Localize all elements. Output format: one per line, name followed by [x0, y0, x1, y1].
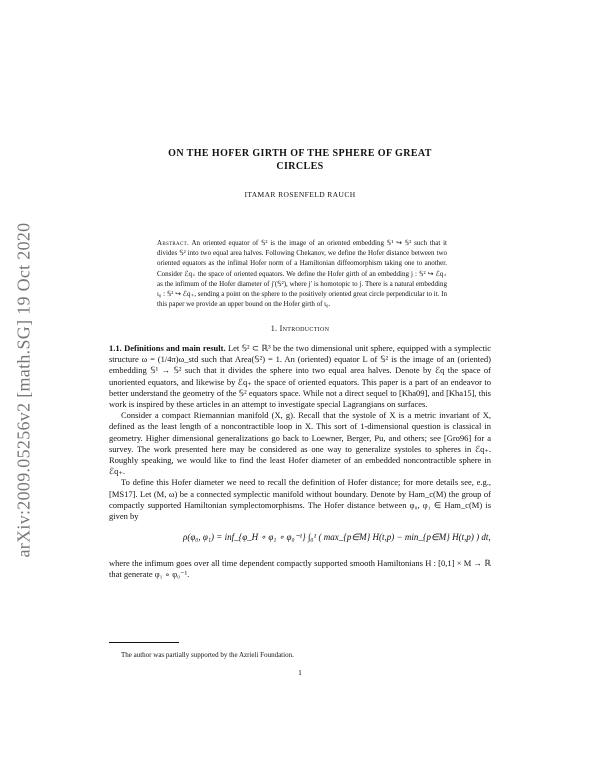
page-number: 1 [298, 668, 302, 677]
paragraph-4: where the infimum goes over all time dependent compactly supported smooth Hamiltonians H : [0,1] × M → ℝ that generate φ₁ ∘ φ₀⁻¹. [109, 558, 491, 580]
title-line-2: CIRCLES [276, 161, 324, 172]
section-title: Introduction [279, 324, 330, 333]
body-text [109, 343, 491, 581]
subsection-heading: 1.1. Definitions and main result. [109, 343, 226, 353]
abstract [157, 238, 447, 309]
arxiv-stamp-text: arXiv:2009.05256v2 [math.SG] 19 Oct 2020 [13, 222, 34, 558]
arxiv-stamp [8, 180, 40, 600]
author-name: ITAMAR ROSENFELD RAUCH [244, 190, 356, 199]
paragraph-1-text: Let 𝕊² ⊂ ℝ³ be the two dimensional unit sphere, equipped with a symplectic structure ω = (1/4π)ω_std such that Area(𝕊²) = 1. An (oriented) equator L of 𝕊² is the image of an (oriented) embedding 𝕊¹ → 𝕊² such that it divides the sphere into two equal area halves. Denote by ℰq the space of unoriented equators, and likewise by ℰq₊ the space of oriented equators. This paper is a part of an endeavor to better understand the geometry of the 𝕊² equators space. While not a direct sequel to [Kha09], and [Kha15], this work is inspired by these articles in an attempt to investigate special Lagrangians on surfaces. [109, 343, 492, 410]
footnote: The author was partially supported by the Azrieli Foundation. [121, 651, 294, 659]
paragraph-2: Consider a compact Riemannian manifold (X, g). Recall that the systole of X is a metric invariant of X, defined as the least length of a noncontractible loop in X. This sort of 1-dimensional question is classical in geometry. Higher dimensional generalizations go back to Loewner, Berger, Pu, and others; see [Gro96] for a survey. The work presented here may be considered as one way to generalize systoles to spheres in ℰq₊. Roughly speaking, we would like to find the least Hofer diameter of an embedded noncontractible sphere in ℰq₊. [109, 410, 491, 477]
section-heading [109, 324, 491, 333]
abstract-label: Abstract. [157, 239, 190, 247]
section-number: 1. [270, 324, 278, 333]
abstract-text: An oriented equator of 𝕊² is the image of an oriented embedding 𝕊¹ ↪ 𝕊² such that it divides 𝕊² into two equal area halves. Following Chekanov, we define the Hofer distance between two oriented equators as the infimal Hofer norm of a Hamiltonian diffeomorphism taking one to another. Consider ℰq₊ the space of oriented equators. We define the Hofer girth of an embedding j : 𝕊² ↪ ℰq₊ as the infimum of the Hofer diameter of j′(𝕊²), where j′ is homotopic to j. There is a natural embedding ι₀ : 𝕊² ↪ ℰq₊, sending a point on the sphere to the positively oriented great circle perpendicular to it. In this paper we provide an upper bound on the Hofer girth of ι₀. [157, 239, 447, 309]
hofer-distance-equation [109, 526, 491, 556]
paragraph-1 [109, 343, 491, 410]
title-line-1: ON THE HOFER GIRTH OF THE SPHERE OF GREAT [168, 148, 432, 159]
paper-title [109, 147, 491, 173]
equation-text: ρ(φ₀, φ₁) = inf_{φ_H ∘ φ₁ ∘ φ₀⁻¹} ∫₀¹ ( max_{p∈M} H(t,p) − min_{p∈M} H(t,p) ) dt, [183, 532, 491, 543]
footnote-rule [109, 642, 179, 643]
paragraph-3: To define this Hofer diameter we need to recall the definition of Hofer distance; for more details see, e.g., [MS17]. Let (M, ω) be a connected symplectic manifold without boundary. Denote by Ham_c(M) the group of compactly supported Hamiltonian symplectomorphisms. The Hofer distance between φ₀, φ₁ ∈ Ham_c(M) is given by [109, 477, 491, 522]
